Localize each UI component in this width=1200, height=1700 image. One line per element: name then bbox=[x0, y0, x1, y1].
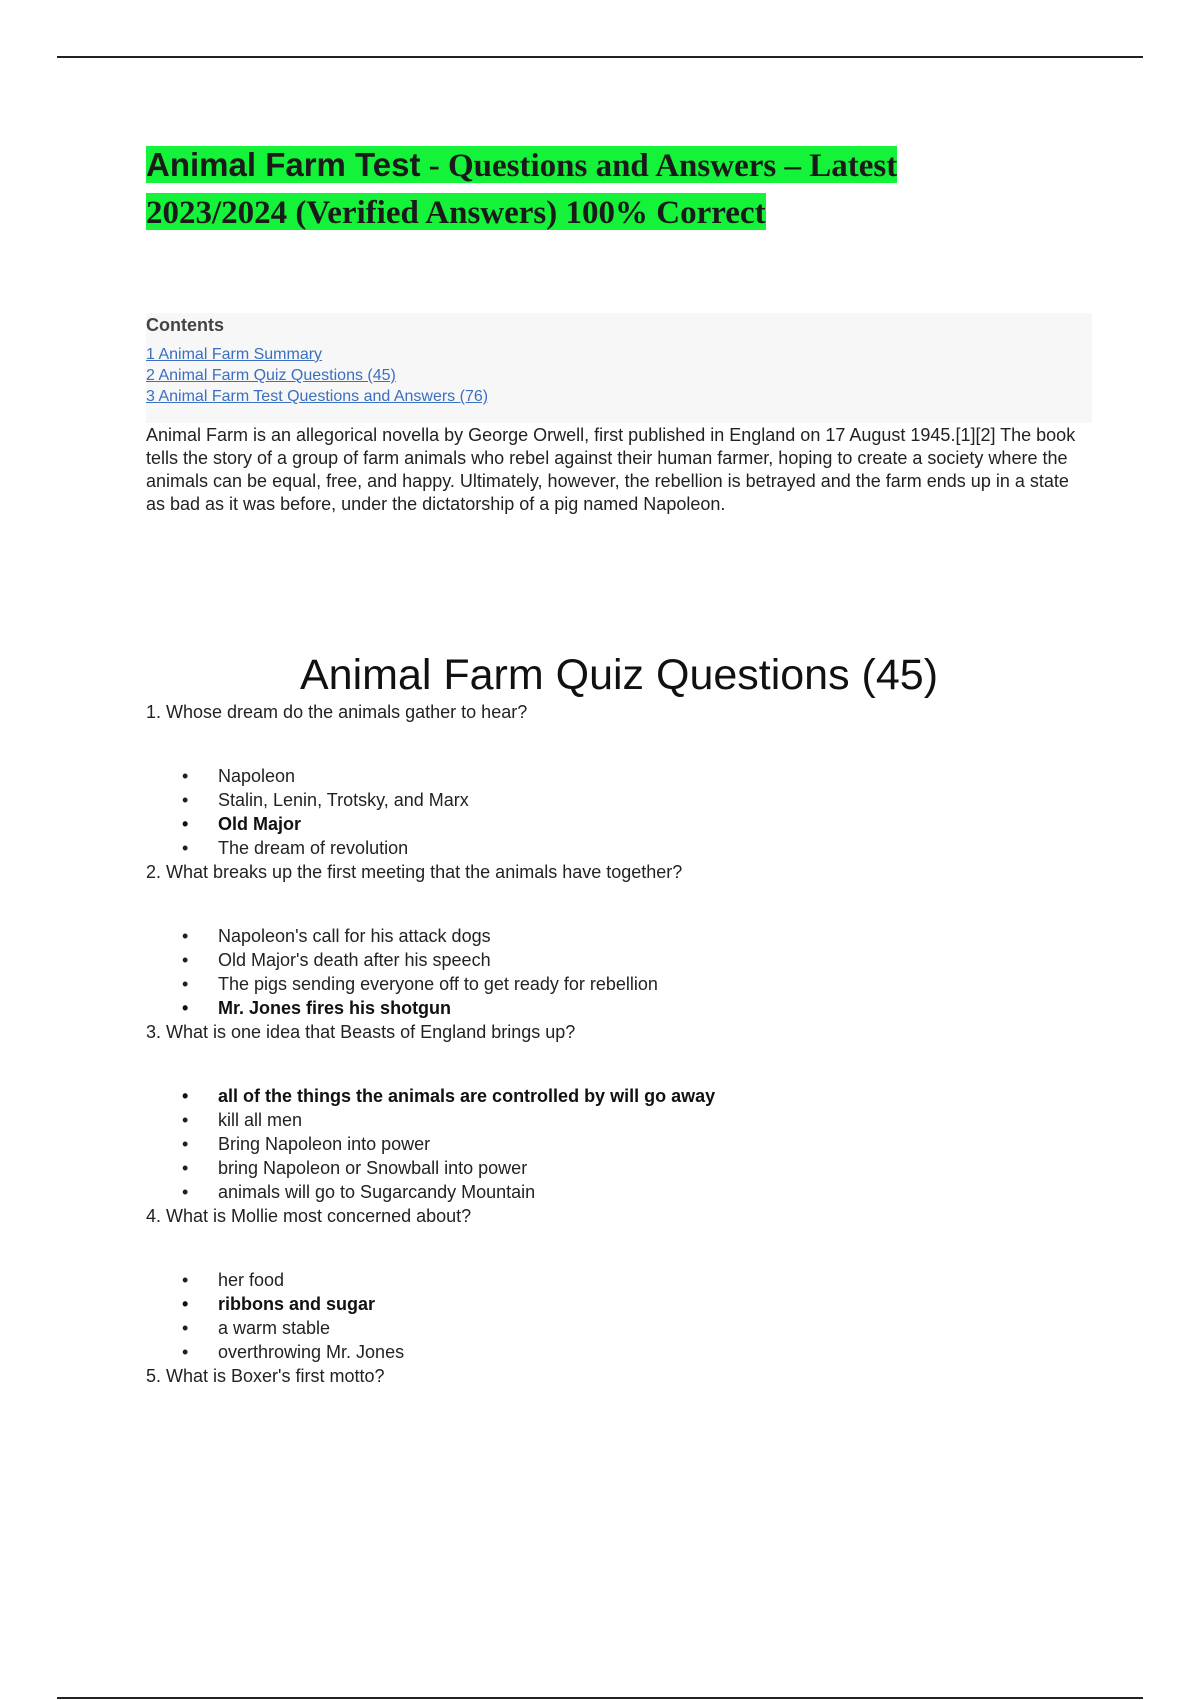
answer-option bbox=[146, 1108, 1092, 1132]
question-block bbox=[146, 860, 1092, 1020]
answer-options bbox=[146, 1084, 1092, 1204]
answer-option-label: ribbons and sugar bbox=[218, 1294, 376, 1314]
section-title: Animal Farm Quiz Questions (45) bbox=[299, 651, 939, 699]
answer-option bbox=[146, 1180, 1092, 1204]
answer-options bbox=[146, 924, 1092, 1020]
answer-option bbox=[146, 972, 1092, 996]
document-title bbox=[146, 142, 1006, 236]
answer-option-label: animals will go to Sugarcandy Mountain bbox=[218, 1182, 536, 1202]
bullet-icon: • bbox=[182, 1294, 189, 1314]
bullet-icon: • bbox=[182, 790, 189, 810]
toc-heading: Contents bbox=[146, 315, 224, 335]
bullet-icon: • bbox=[182, 766, 189, 786]
question-text: 5. What is Boxer's first motto? bbox=[146, 1366, 385, 1386]
answer-option-label: bring Napoleon or Snowball into power bbox=[218, 1158, 528, 1178]
toc-link-quiz-questions[interactable]: 2 Animal Farm Quiz Questions (45) bbox=[146, 367, 396, 384]
bottom-rule bbox=[57, 1697, 1143, 1699]
answer-option-label: Mr. Jones fires his shotgun bbox=[218, 998, 452, 1018]
answer-option bbox=[146, 1156, 1092, 1180]
question-text: 4. What is Mollie most concerned about? bbox=[146, 1206, 472, 1226]
question-block bbox=[146, 1204, 1092, 1364]
answer-option bbox=[146, 924, 1092, 948]
bullet-icon: • bbox=[182, 998, 189, 1018]
bullet-icon: • bbox=[182, 926, 189, 946]
answer-option bbox=[146, 1268, 1092, 1292]
answer-option bbox=[146, 1316, 1092, 1340]
answer-option-correct bbox=[146, 1292, 1092, 1316]
answer-option-label: her food bbox=[218, 1270, 285, 1290]
question-text: 3. What is one idea that Beasts of England brings up? bbox=[146, 1022, 576, 1042]
bullet-icon: • bbox=[182, 974, 189, 994]
bullet-icon: • bbox=[182, 1342, 189, 1362]
answer-option-correct bbox=[146, 996, 1092, 1020]
bullet-icon: • bbox=[182, 1182, 189, 1202]
answer-option bbox=[146, 1132, 1092, 1156]
answer-option-label: The pigs sending everyone off to get ready for rebellion bbox=[218, 974, 658, 994]
question-text: 1. Whose dream do the animals gather to hear? bbox=[146, 702, 528, 722]
toc-link-summary[interactable]: 1 Animal Farm Summary bbox=[146, 346, 323, 363]
bullet-icon: • bbox=[182, 1086, 189, 1106]
answer-option-correct bbox=[146, 812, 1092, 836]
bullet-icon: • bbox=[182, 1134, 189, 1154]
answer-option-label: a warm stable bbox=[218, 1318, 331, 1338]
title-part-1: Animal Farm Test bbox=[146, 146, 421, 183]
answer-options bbox=[146, 764, 1092, 860]
answer-option bbox=[146, 836, 1092, 860]
answer-option-label: overthrowing Mr. Jones bbox=[218, 1342, 405, 1362]
answer-option bbox=[146, 764, 1092, 788]
answer-options bbox=[146, 1268, 1092, 1364]
bullet-icon: • bbox=[182, 1110, 189, 1130]
answer-option-label: Napoleon bbox=[218, 766, 296, 786]
question-block bbox=[146, 700, 1092, 860]
top-rule bbox=[57, 56, 1143, 58]
quiz-list bbox=[146, 700, 1092, 1388]
answer-option bbox=[146, 788, 1092, 812]
answer-option-label: The dream of revolution bbox=[218, 838, 409, 858]
answer-option-label: Napoleon's call for his attack dogs bbox=[218, 926, 491, 946]
bullet-icon: • bbox=[182, 1158, 189, 1178]
question-block bbox=[146, 1364, 1092, 1388]
bullet-icon: • bbox=[182, 838, 189, 858]
answer-option-correct bbox=[146, 1084, 1092, 1108]
answer-option-label: all of the things the animals are controlled by will go away bbox=[218, 1086, 716, 1106]
answer-option-label: kill all men bbox=[218, 1110, 303, 1130]
intro-paragraph: Animal Farm is an allegorical novella by George Orwell, first published in England on 17 August 1945.[1][2] The book tells the story of a group of farm animals who rebel against their human farmer, hoping to create a society where the animals can be equal, free, and happy. Ultimately, however, the rebellion is betrayed and the farm ends up in a state as bad as it was before, under the dictatorship of a pig named Napoleon. bbox=[146, 425, 1076, 514]
answer-option-label: Bring Napoleon into power bbox=[218, 1134, 431, 1154]
answer-option bbox=[146, 948, 1092, 972]
answer-option-label: Old Major's death after his speech bbox=[218, 950, 491, 970]
answer-option bbox=[146, 1340, 1092, 1364]
title-part-2: - Questions and Answers – Latest 2023/2024 (Verified Answers) 100% Correct bbox=[146, 148, 898, 231]
bullet-icon: • bbox=[182, 814, 189, 834]
answer-option-label: Stalin, Lenin, Trotsky, and Marx bbox=[218, 790, 469, 810]
toc-link-test-questions[interactable]: 3 Animal Farm Test Questions and Answers (76) bbox=[146, 388, 489, 405]
table-of-contents bbox=[146, 313, 1092, 423]
question-block bbox=[146, 1020, 1092, 1204]
answer-option-label: Old Major bbox=[218, 814, 302, 834]
bullet-icon: • bbox=[182, 1318, 189, 1338]
bullet-icon: • bbox=[182, 1270, 189, 1290]
question-text: 2. What breaks up the first meeting that the animals have together? bbox=[146, 862, 683, 882]
bullet-icon: • bbox=[182, 950, 189, 970]
